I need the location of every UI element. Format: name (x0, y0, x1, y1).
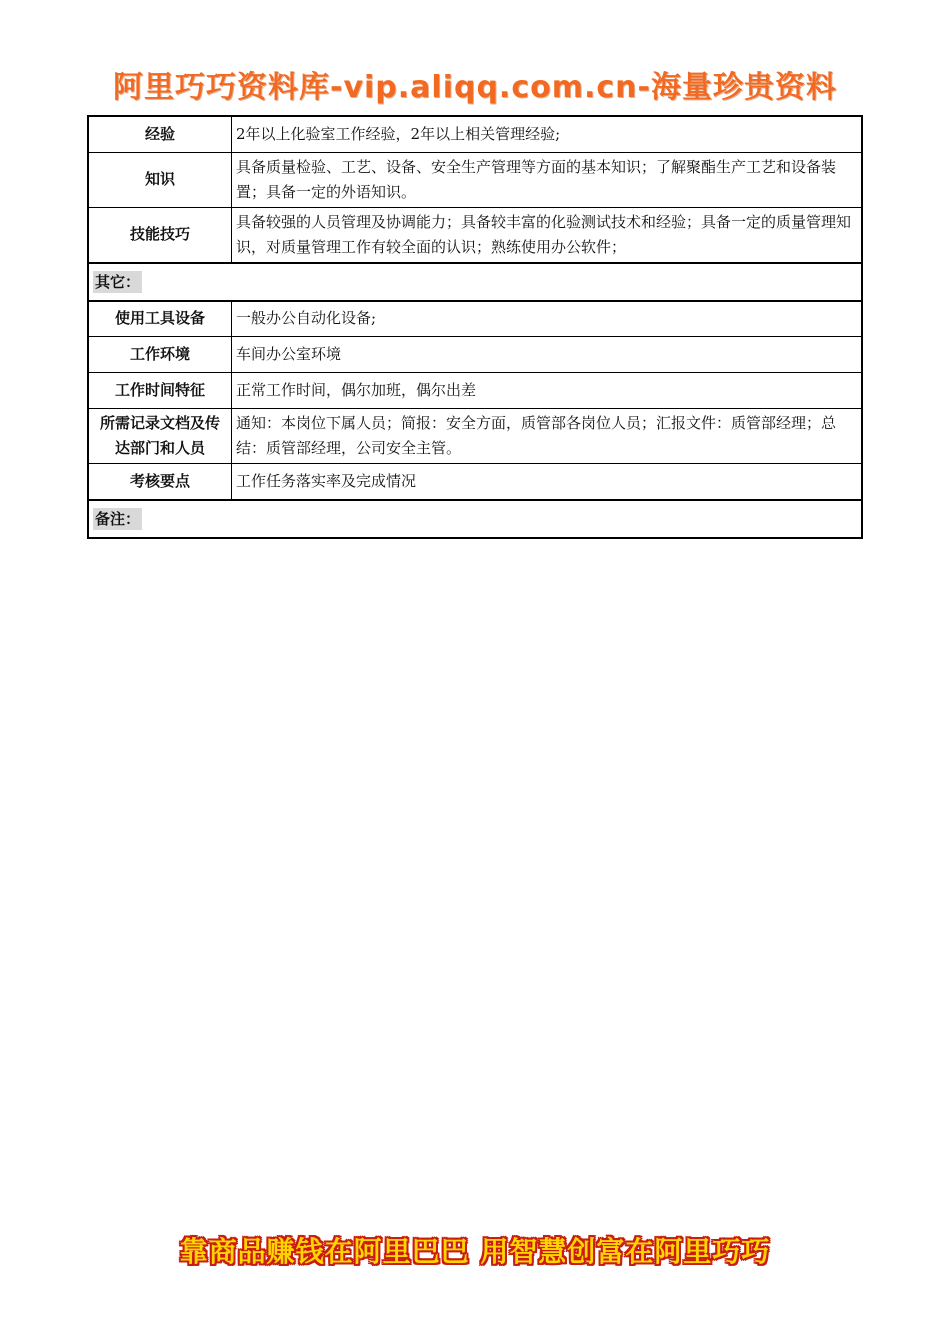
section-label-notes: 备注： (95, 510, 141, 528)
row-value-environment: 车间办公室环境 (232, 337, 863, 373)
row-label-knowledge: 知识 (88, 152, 232, 207)
table-row (88, 464, 862, 500)
row-label-work-time: 工作时间特征 (88, 373, 232, 409)
row-label-assessment: 考核要点 (88, 464, 232, 500)
row-label-experience: 经验 (88, 116, 232, 152)
row-value-tools: 一般办公自动化设备; (232, 301, 863, 337)
table-row (88, 409, 862, 464)
row-value-skills: 具备较强的人员管理及协调能力；具备较丰富的化验测试技术和经验；具备一定的质量管理知识，对质量管理工作有较全面的认识；熟练使用办公软件； (232, 207, 863, 263)
table-row (88, 152, 862, 207)
table-row (88, 207, 862, 263)
table-row (88, 337, 862, 373)
row-value-experience: 2年以上化验室工作经验，2年以上相关管理经验; (232, 116, 863, 152)
footer-banner: 靠商品赚钱在阿里巴巴 用智慧创富在阿里巧巧 (179, 1235, 771, 1268)
section-row-notes (88, 500, 862, 538)
section-label-other: 其它： (95, 273, 141, 291)
row-value-assessment: 工作任务落实率及完成情况 (232, 464, 863, 500)
table-row (88, 373, 862, 409)
section-row-other (88, 263, 862, 301)
row-value-knowledge: 具备质量检验、工艺、设备、安全生产管理等方面的基本知识；了解聚酯生产工艺和设备装置；具备一定的外语知识。 (232, 152, 863, 207)
table-row (88, 301, 862, 337)
row-value-documents: 通知：本岗位下属人员；简报：安全方面，质管部各岗位人员；汇报文件：质管部经理；总结：质管部经理，公司安全主管。 (232, 409, 863, 464)
row-label-tools: 使用工具设备 (88, 301, 232, 337)
header-banner: 阿里巧巧资料库-vip.aliqq.com.cn-海量珍贵资料 (113, 70, 837, 105)
table-row (88, 116, 862, 152)
job-description-table (87, 115, 863, 539)
row-label-documents: 所需记录文档及传达部门和人员 (88, 409, 232, 464)
row-value-work-time: 正常工作时间，偶尔加班，偶尔出差 (232, 373, 863, 409)
row-label-skills: 技能技巧 (88, 207, 232, 263)
row-label-environment: 工作环境 (88, 337, 232, 373)
